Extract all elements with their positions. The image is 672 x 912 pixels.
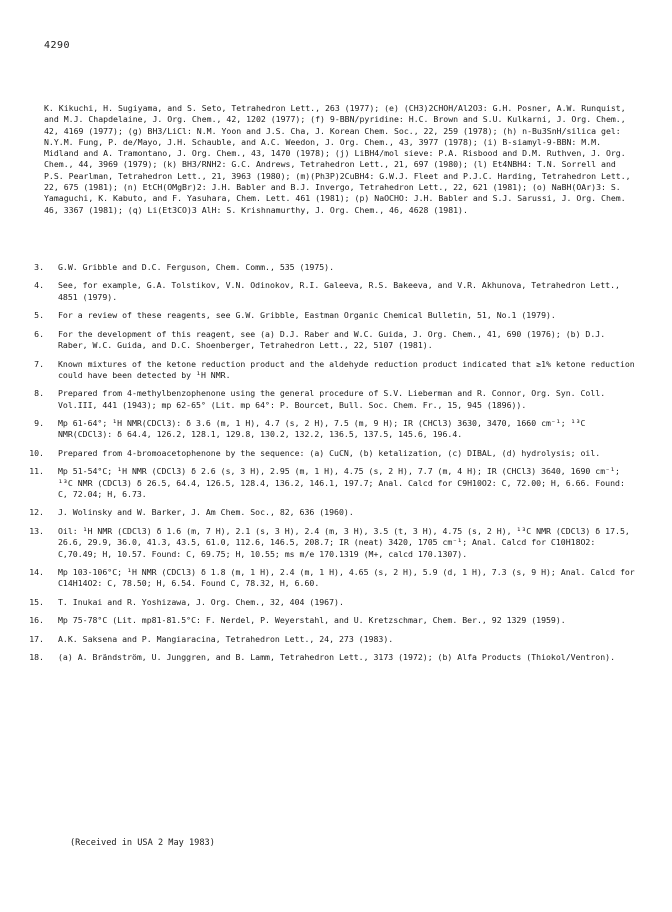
reference-5	[18, 310, 638, 321]
reference-number: 18.	[29, 652, 44, 663]
reference-18	[18, 652, 638, 663]
reference-text: Mp 51-54°C; ¹H NMR (CDCl3) δ 2.6 (s, 3 H), 2.95 (m, 1 H), 4.75 (s, 2 H), 7.7 (m, 4 H); IR (CHCl3) 3640, 1690 cm⁻¹; ¹³C NMR (CDCl3) δ 26.5, 64.4, 126.5, 128.4, 136.2, 146.1, 197.7; Anal. Calcd for C9H10O2: C, 72.00; H, 6.66. Found: C, 72.04; H, 6.73.	[58, 466, 625, 499]
reference-text: (a) A. Brändström, U. Junggren, and B. Lamm, Tetrahedron Lett., 3173 (1972); (b) Alfa Products (Thiokol/Ventron).	[58, 652, 616, 663]
reference-number: 3.	[34, 262, 44, 272]
reference-11	[18, 466, 638, 500]
reference-6	[18, 329, 638, 352]
reference-number: 7.	[34, 358, 44, 369]
reference-9	[18, 418, 638, 441]
reference-text: J. Wolinsky and W. Barker, J. Am Chem. Soc., 82, 636 (1960).	[58, 507, 354, 518]
reference-text: G.W. Gribble and D.C. Ferguson, Chem. Comm., 535 (1975).	[58, 262, 335, 272]
reference-10	[18, 448, 638, 459]
reference-number: 13.	[29, 525, 44, 536]
reference-number: 14.	[29, 567, 44, 577]
reference-continuation: K. Kikuchi, H. Sugiyama, and S. Seto, Tetrahedron Lett., 263 (1977); (e) (CH3)2CHOH/Al2O3: G.H. Posner, A.W. Runquist, and M.J. Chapdelaine, J. Org. Chem., 42, 1202 (1977); (f) 9-BBN/pyridine: H.C. Brown and S.U. Kulkarni, J. Org. Chem., 42, 4169 (1977); (g) BH3/LiCl: N.M. Yoon and J.S. Cha, J. Korean Chem. Soc., 22, 259 (1978); (h) n-Bu3SnH/silica gel: N.Y.M. Fung, P. de/Mayo, J.H. Schauble, and A.C. Weedon, J. Org. Chem., 43, 3977 (1978); (i) B-siamyl-9-BBN: M.M. Midland and A. Tramontano, J. Org. Chem., 43, 1470 (1978); (j) LiBH4/mol sieve: P.A. Risbood and D.M. Ruthven, J. Org. Chem., 44, 3969 (1979); (k) BH3/RNH2: G.C. Andrews, Tetrahedron Lett., 21, 697 (1980); (l) Et4NBH4: T.N. Sorrell and P.S. Pearlman, Tetrahedron Lett., 21, 3963 (1980); (m)(Ph3P)2CuBH4: G.W.J. Fleet and P.J.C. Harding, Tetrahedron Lett., 22, 675 (1981); (n) EtCH(OMgBr)2: J.H. Babler and B.J. Invergo, Tetrahedron Lett., 22, 621 (1981); (o) NaBH(OAr)3: S. Yamaguchi, K. Kabuto, and F. Yasuhara, Chem. Lett. 461 (1981); (p) NaOCHO: J.H. Babler and S.J. Sarussi, J. Org. Chem. 46, 3367 (1981); (q) Li(Et3CO)3 AlH: S. Krishnamurthy, J. Org. Chem., 46, 4628 (1981).	[44, 103, 631, 215]
reference-13	[18, 526, 638, 560]
reference-number: 11.	[29, 466, 44, 477]
reference-14	[18, 567, 638, 590]
reference-number: 9.	[34, 418, 44, 429]
page-number: 4290	[44, 40, 71, 51]
reference-number: 4.	[34, 280, 44, 291]
reference-number: 10.	[29, 447, 44, 458]
reference-7	[18, 359, 638, 382]
reference-number: 15.	[29, 596, 44, 607]
reference-3	[18, 262, 638, 273]
reference-8	[18, 388, 638, 411]
reference-17	[18, 634, 638, 645]
reference-number: 17.	[29, 633, 44, 644]
reference-15	[18, 597, 638, 608]
reference-number: 16.	[29, 615, 44, 626]
reference-text: A.K. Saksena and P. Mangiaracina, Tetrahedron Lett., 24, 273 (1983).	[58, 633, 394, 644]
reference-16	[18, 615, 638, 626]
reference-text: T. Inukai and R. Yoshizawa, J. Org. Chem., 32, 404 (1967).	[58, 596, 344, 607]
reference-text: For a review of these reagents, see G.W. Gribble, Eastman Organic Chemical Bulletin, 51, No.1 (1979).	[58, 310, 556, 321]
reference-list	[18, 262, 638, 671]
reference-text: Mp 103-106°C; ¹H NMR (CDCl3) δ 1.8 (m, 1 H), 2.4 (m, 1 H), 4.65 (s, 2 H), 5.9 (d, 1 H), 7.3 (s, 9 H); Anal. Calcd for C14H14O2: C, 78.50; H, 6.54. Found C, 78.32, H, 6.60.	[58, 567, 635, 589]
reference-text: For the development of this reagent, see (a) D.J. Raber and W.C. Guida, J. Org. Chem., 41, 690 (1976); (b) D.J. Raber, W.C. Guida, and D.C. Shoenberger, Tetrahedron Lett., 22, 5107 (1981).	[58, 328, 606, 351]
reference-12	[18, 507, 638, 518]
reference-number: 6.	[34, 328, 44, 339]
received-date: (Received in USA 2 May 1983)	[70, 838, 215, 848]
reference-number: 5.	[34, 310, 44, 321]
reference-text: Oil: ¹H NMR (CDCl3) δ 1.6 (m, 7 H), 2.1 (s, 3 H), 2.4 (m, 3 H), 3.5 (t, 3 H), 4.75 (s, 2 H), ¹³C NMR (CDCl3) δ 17.5, 26.6, 29.9, 36.0, 41.3, 43.5, 61.0, 112.6, 146.5, 208.7; IR (neat) 3420, 1705 cm⁻¹; Anal. Calcd for C10H18O2: C,70.49; H, 10.57. Found: C, 69.75; H, 10.55; ms m/e 170.1319 (M+, calcd 170.1307).	[58, 525, 630, 559]
reference-number: 8.	[34, 388, 44, 399]
reference-text: Mp 75-78°C (Lit. mp81-81.5°C: F. Nerdel, P. Weyerstahl, and U. Kretzschmar, Chem. Ber., 92 1329 (1959).	[58, 615, 566, 626]
reference-text: Mp 61-64°; ¹H NMR(CDCl3): δ 3.6 (m, 1 H), 4.7 (s, 2 H), 7.5 (m, 9 H); IR (CHCl3) 3630, 3470, 1660 cm⁻¹; ¹³C NMR(CDCl3): δ 64.4, 126.2, 128.1, 129.8, 130.2, 132.2, 136.5, 137.5, 145.6, 196.4.	[58, 418, 586, 440]
reference-text: See, for example, G.A. Tolstikov, V.N. Odinokov, R.I. Galeeva, R.S. Bakeeva, and V.R. Akhunova, Tetrahedron Lett., 4851 (1979).	[58, 280, 620, 302]
reference-4	[18, 280, 638, 303]
reference-number: 12.	[29, 507, 44, 518]
reference-text: Prepared from 4-bromoacetophenone by the sequence: (a) CuCN, (b) ketalization, (c) DIBAL, (d) hydrolysis; oil.	[58, 447, 601, 458]
reference-text: Known mixtures of the ketone reduction product and the aldehyde reduction product indicated that ≥1% ketone reduction could have been detected by ¹H NMR.	[58, 358, 635, 380]
reference-text: Prepared from 4-methylbenzophenone using the general procedure of S.V. Lieberman and R. Connor, Org. Syn. Coll. Vol.III, 441 (1943); mp 62-65° (Lit. mp 64°: P. Bourcet, Bull. Soc. Chem. Fr., 15, 945 (1896)).	[58, 388, 606, 410]
